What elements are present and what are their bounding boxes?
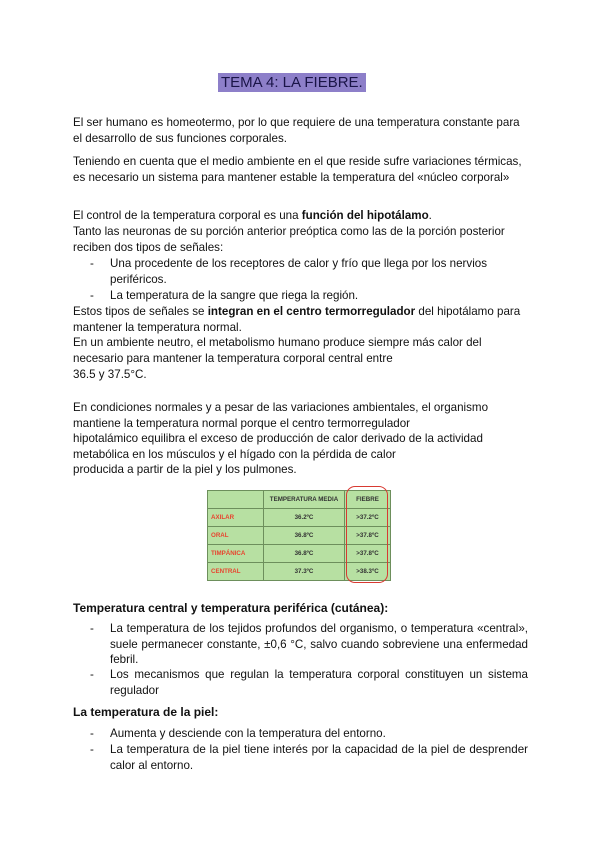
control-end: . bbox=[428, 209, 432, 222]
table-cell: >37.8ºC bbox=[345, 545, 391, 563]
list-item-text: La temperatura de la piel tiene interés por la capacidad de la piel de desprender calor al entorno. bbox=[110, 743, 528, 772]
text-line: En condiciones normales y a pesar de las variaciones ambientales, el organismo bbox=[73, 401, 489, 414]
table-cell: >37.2ºC bbox=[345, 509, 391, 527]
list-item-text: La temperatura de los tejidos profundos del organismo, o temperatura «central», suele permanecer constante, ±0,6 °C, salvo cuando sobreviene una enfermedad febril. bbox=[110, 622, 528, 666]
bullet-dash: - bbox=[90, 257, 94, 270]
table-cell: 36.8ºC bbox=[264, 545, 345, 563]
table-row-label: ORAL bbox=[208, 527, 264, 545]
paragraph-homeotermo: El ser humano es homeotermo, por lo que requiere de una temperatura constante para el desarrollo de sus funciones corporales. bbox=[73, 116, 520, 145]
list-item-text: Aumenta y desciende con la temperatura del entorno. bbox=[110, 727, 386, 740]
text-line: mantiene la temperatura normal porque el centro termorregulador bbox=[73, 416, 411, 430]
bullet-dash: - bbox=[90, 743, 94, 756]
table-row-label: TIMPÁNICA bbox=[208, 545, 264, 563]
bullet-dash: - bbox=[90, 668, 94, 681]
paragraph-ambiente-neutro: En un ambiente neutro, el metabolismo humano produce siempre más calor del necesario para mantener la temperatura corporal central entre bbox=[73, 336, 482, 365]
table-row-label: CENTRAL bbox=[208, 563, 264, 581]
table-row-label: AXILAR bbox=[208, 509, 264, 527]
table-cell: >37.8ºC bbox=[345, 527, 391, 545]
bullet-dash: - bbox=[90, 622, 94, 635]
table-header-cell: TEMPERATURA MEDIA bbox=[264, 491, 345, 509]
section-heading-central: Temperatura central y temperatura periférica (cutánea): bbox=[73, 601, 389, 615]
section-heading-piel: La temperatura de la piel: bbox=[73, 705, 219, 719]
integran-text: Estos tipos de señales se bbox=[73, 305, 208, 318]
integran-bold: integran en el centro termorregulador bbox=[207, 305, 416, 318]
bullet-dash: - bbox=[90, 289, 94, 302]
paragraph-control bbox=[73, 208, 528, 224]
fiebre-column-highlight bbox=[346, 486, 388, 583]
table-cell: 36.8ºC bbox=[264, 527, 345, 545]
text-line: producida a partir de la piel y los pulmones. bbox=[73, 463, 297, 476]
text-line: hipotalámico equilibra el exceso de producción de calor derivado de la actividad bbox=[73, 432, 483, 445]
table-header-cell bbox=[208, 491, 264, 509]
paragraph-condiciones bbox=[73, 400, 528, 478]
list-item-text: Los mecanismos que regulan la temperatura corporal constituyen un sistema regulador bbox=[110, 668, 528, 697]
list-item bbox=[73, 621, 528, 669]
text-line: metabólica en los músculos y el hígado con la pérdida de calor bbox=[73, 447, 396, 461]
paragraph-variaciones: Teniendo en cuenta que el medio ambiente en el que reside sufre variaciones térmicas, es necesario un sistema para mantener estable la temperatura del «núcleo corporal» bbox=[73, 155, 522, 184]
paragraph-integran bbox=[73, 304, 528, 335]
table-header-cell: FIEBRE bbox=[345, 491, 391, 509]
control-bold: función del hipotálamo bbox=[301, 209, 429, 222]
list-item-text: Una procedente de los receptores de calor y frío que llega por los nervios periféricos. bbox=[110, 257, 488, 286]
control-text: El control de la temperatura corporal es una bbox=[73, 209, 302, 222]
paragraph-rango-temperatura: 36.5 y 37.5°C. bbox=[73, 368, 147, 381]
list-item-text: La temperatura de la sangre que riega la región. bbox=[110, 289, 359, 302]
paragraph-neuronas: Tanto las neuronas de su porción anterior preóptica como las de la porción posterior reciben dos tipos de señales: bbox=[73, 225, 505, 254]
bullet-dash: - bbox=[90, 727, 94, 740]
table-cell: 37.3ºC bbox=[264, 563, 345, 581]
table-cell: 36.2ºC bbox=[264, 509, 345, 527]
integran-end: del hipotálamo para mantener la temperatura normal. bbox=[73, 305, 521, 334]
page-title: TEMA 4: LA FIEBRE. bbox=[218, 73, 366, 92]
table-cell: >38.3ºC bbox=[345, 563, 391, 581]
